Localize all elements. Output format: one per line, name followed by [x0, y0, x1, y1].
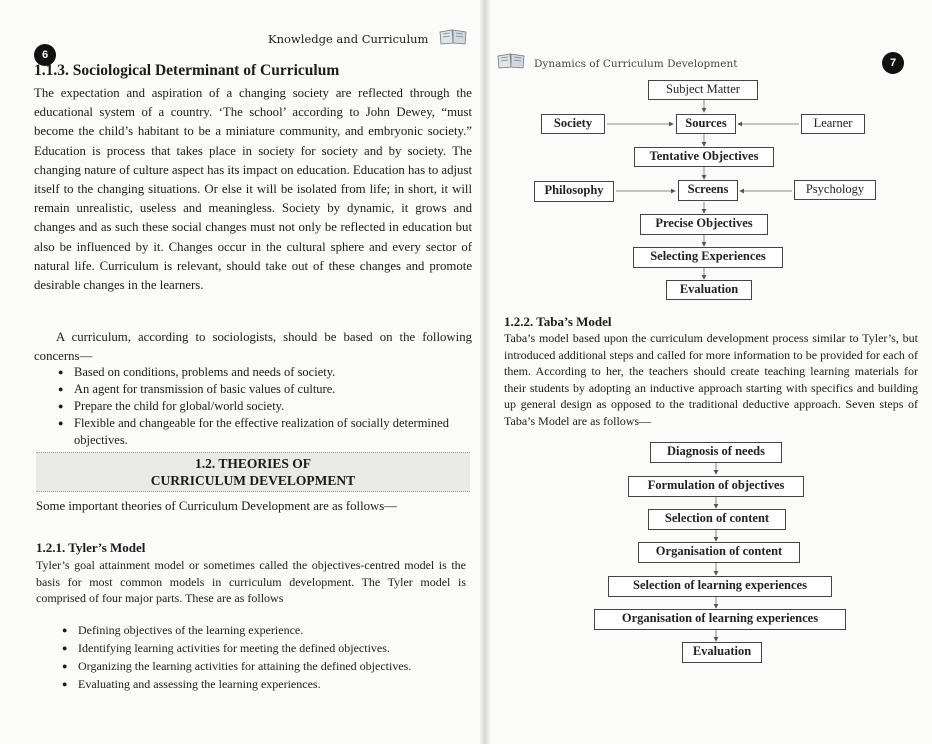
- open-book-icon: [496, 52, 526, 70]
- list-item: ● Organizing the learning activities for attaining the defined objectives.: [62, 658, 466, 674]
- theories-heading-line1: 1.2. THEORIES OF: [194, 456, 312, 471]
- sociological-paragraph: The expectation and aspiration of a changing society are reflected through the educational system of a country. ‘The school’ according to John Dewey, “must become the child’s habitant to be a miniature community, and embryonic society.” Education is process that takes place in society for society and by society. The changing nature of culture aspect has its impact on education. Education has to adjust itself to the changing situations. Or else it will be isolated from life; in short, it will remain unrealistic, useless and meaningless. Society by dynamic, it grows and changes and as such these social changes must not only be reflected in education but also be influenced by it. Changes occur in the cultural sphere and every sector of natural life. Curriculum is relevant, should take out of these changes and promote desirable changes in the learners.: [34, 86, 472, 293]
- society-box: Society: [541, 114, 605, 134]
- theories-heading-line2: CURRICULUM DEVELOPMENT: [150, 473, 356, 488]
- tyler-parts-list: [62, 622, 466, 692]
- list-item: ● Based on conditions, problems and needs of society.: [58, 364, 472, 381]
- book-gutter: [480, 0, 490, 744]
- list-item: ● Defining objectives of the learning experience.: [62, 622, 466, 638]
- list-item: ● Identifying learning activities for meeting the defined objectives.: [62, 640, 466, 656]
- selecting-experiences-box: Selecting Experiences: [633, 247, 783, 268]
- taba-step-box: Selection of content: [648, 509, 786, 530]
- taba-step-box: Organisation of content: [638, 542, 800, 563]
- taba-step-box: Organisation of learning experiences: [594, 609, 846, 630]
- evaluation-box: Evaluation: [666, 280, 752, 300]
- tyler-heading: 1.2.1. Tyler’s Model: [36, 540, 146, 555]
- taba-step-box: Formulation of objectives: [628, 476, 804, 497]
- theories-heading-bar: [36, 452, 470, 492]
- theories-intro: Some important theories of Curriculum Development are as follows—: [36, 499, 398, 513]
- learner-box: Learner: [801, 114, 865, 134]
- sources-box: Sources: [676, 114, 736, 134]
- screens-box: Screens: [678, 180, 738, 201]
- concerns-list: [58, 364, 472, 449]
- precise-objectives-box: Precise Objectives: [640, 214, 768, 235]
- open-book-icon: [438, 28, 468, 46]
- curriculum-concerns-intro: A curriculum, according to sociologists, should be based on the following concerns—: [34, 330, 472, 364]
- taba-paragraph: Taba’s model based upon the curriculum development process similar to Tyler’s, but introduced additional steps and called for more information to be provided for each of them. According to her, the teachers should create teaching learning materials for their students by adopting an inductive approach starting with specifics and building up general design as opposed to the traditional deductive approach. Seven steps of Taba’s Model are as follows—: [504, 331, 918, 428]
- subject-matter-box: Subject Matter: [648, 80, 758, 100]
- taba-heading: 1.2.2. Taba’s Model: [504, 314, 612, 329]
- taba-step-box: Evaluation: [682, 642, 762, 663]
- page-number-badge: 7: [882, 52, 904, 74]
- list-item: ● Prepare the child for global/world society.: [58, 398, 472, 415]
- list-item: ● Flexible and changeable for the effective realization of socially determined objectives.: [58, 415, 472, 449]
- right-page: [490, 0, 932, 744]
- running-head: Knowledge and Curriculum: [268, 32, 429, 46]
- list-item: ● An agent for transmission of basic values of culture.: [58, 381, 472, 398]
- taba-step-box: Diagnosis of needs: [650, 442, 782, 463]
- page-number-badge: 6: [34, 44, 56, 66]
- tyler-paragraph: Tyler’s goal attainment model or sometimes called the objectives-centred model is the basis for most common models in curriculum development. The Tyler model is comprised of four major parts. These are as follows: [36, 558, 466, 605]
- section-title: 1.1.3. Sociological Determinant of Curriculum: [34, 62, 340, 79]
- psychology-box: Psychology: [794, 180, 876, 200]
- running-head: Dynamics of Curriculum Development: [534, 58, 738, 70]
- taba-step-box: Selection of learning experiences: [608, 576, 832, 597]
- tentative-objectives-box: Tentative Objectives: [634, 147, 774, 167]
- list-item: ● Evaluating and assessing the learning experiences.: [62, 676, 466, 692]
- philosophy-box: Philosophy: [534, 181, 614, 202]
